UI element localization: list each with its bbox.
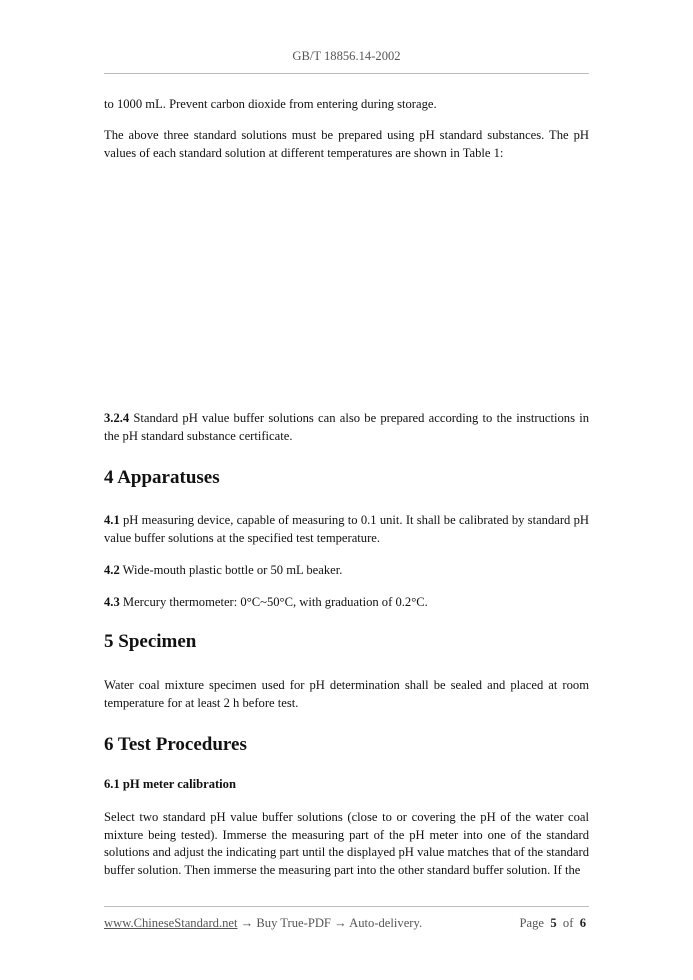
clause-text: pH measuring device, capable of measuring to 0.1 unit. It shall be calibrated by standard pH value buffer solutions at the specified test temperature. bbox=[104, 513, 589, 545]
paragraph: Water coal mixture specimen used for pH determination shall be sealed and placed at room temperature for at least 2 h before test. bbox=[104, 678, 589, 710]
document-header: GB/T 18856.14-2002 bbox=[292, 49, 401, 63]
clause-number: 4.1 bbox=[104, 513, 120, 527]
page-number bbox=[520, 916, 586, 931]
clause-4-2 bbox=[104, 562, 589, 580]
section-heading: 5 Specimen bbox=[104, 631, 197, 652]
paragraph: The above three standard solutions must be prepared using pH standard substances. The pH values of each standard solution at different temperatures are shown in Table 1: bbox=[104, 128, 589, 160]
header-divider bbox=[104, 73, 589, 74]
clause-text: Standard pH value buffer solutions can also be prepared according to the instructions in the pH standard substance certificate. bbox=[104, 411, 589, 443]
clause-3-2-4 bbox=[104, 410, 589, 445]
clause-4-3 bbox=[104, 594, 589, 612]
clause-number: 3.2.4 bbox=[104, 411, 130, 425]
subsection-heading: 6.1 pH meter calibration bbox=[104, 777, 236, 791]
of-label: of bbox=[562, 916, 574, 930]
clause-number: 4.3 bbox=[104, 595, 120, 609]
section-heading: 4 Apparatuses bbox=[104, 467, 220, 488]
total-pages: 6 bbox=[579, 916, 586, 930]
page-footer bbox=[104, 916, 586, 931]
footer-divider bbox=[104, 906, 589, 907]
paragraph: Select two standard pH value buffer solutions (close to or covering the pH of the water coal mixture being tested). Immerse the measuring part of the pH meter into one of the standard solutions and adjust the indicating part until the displayed pH value matches that of the standard buffer solution. Then immerse the measuring part into the other standard buffer solution. If the bbox=[104, 810, 589, 877]
footer-promo bbox=[104, 916, 422, 931]
footer-text: → Buy True-PDF → Auto-delivery. bbox=[237, 916, 423, 930]
clause-4-1 bbox=[104, 512, 589, 547]
clause-text: Wide-mouth plastic bottle or 50 mL beaker. bbox=[119, 563, 343, 577]
clause-number: 4.2 bbox=[104, 563, 120, 577]
clause-text: Mercury thermometer: 0°C~50°C, with graduation of 0.2°C. bbox=[119, 595, 428, 609]
website-link[interactable]: www.ChineseStandard.net bbox=[104, 916, 238, 930]
page-label: Page bbox=[519, 916, 545, 930]
current-page: 5 bbox=[550, 916, 557, 930]
paragraph: to 1000 mL. Prevent carbon dioxide from entering during storage. bbox=[104, 97, 437, 111]
section-heading: 6 Test Procedures bbox=[104, 734, 247, 755]
